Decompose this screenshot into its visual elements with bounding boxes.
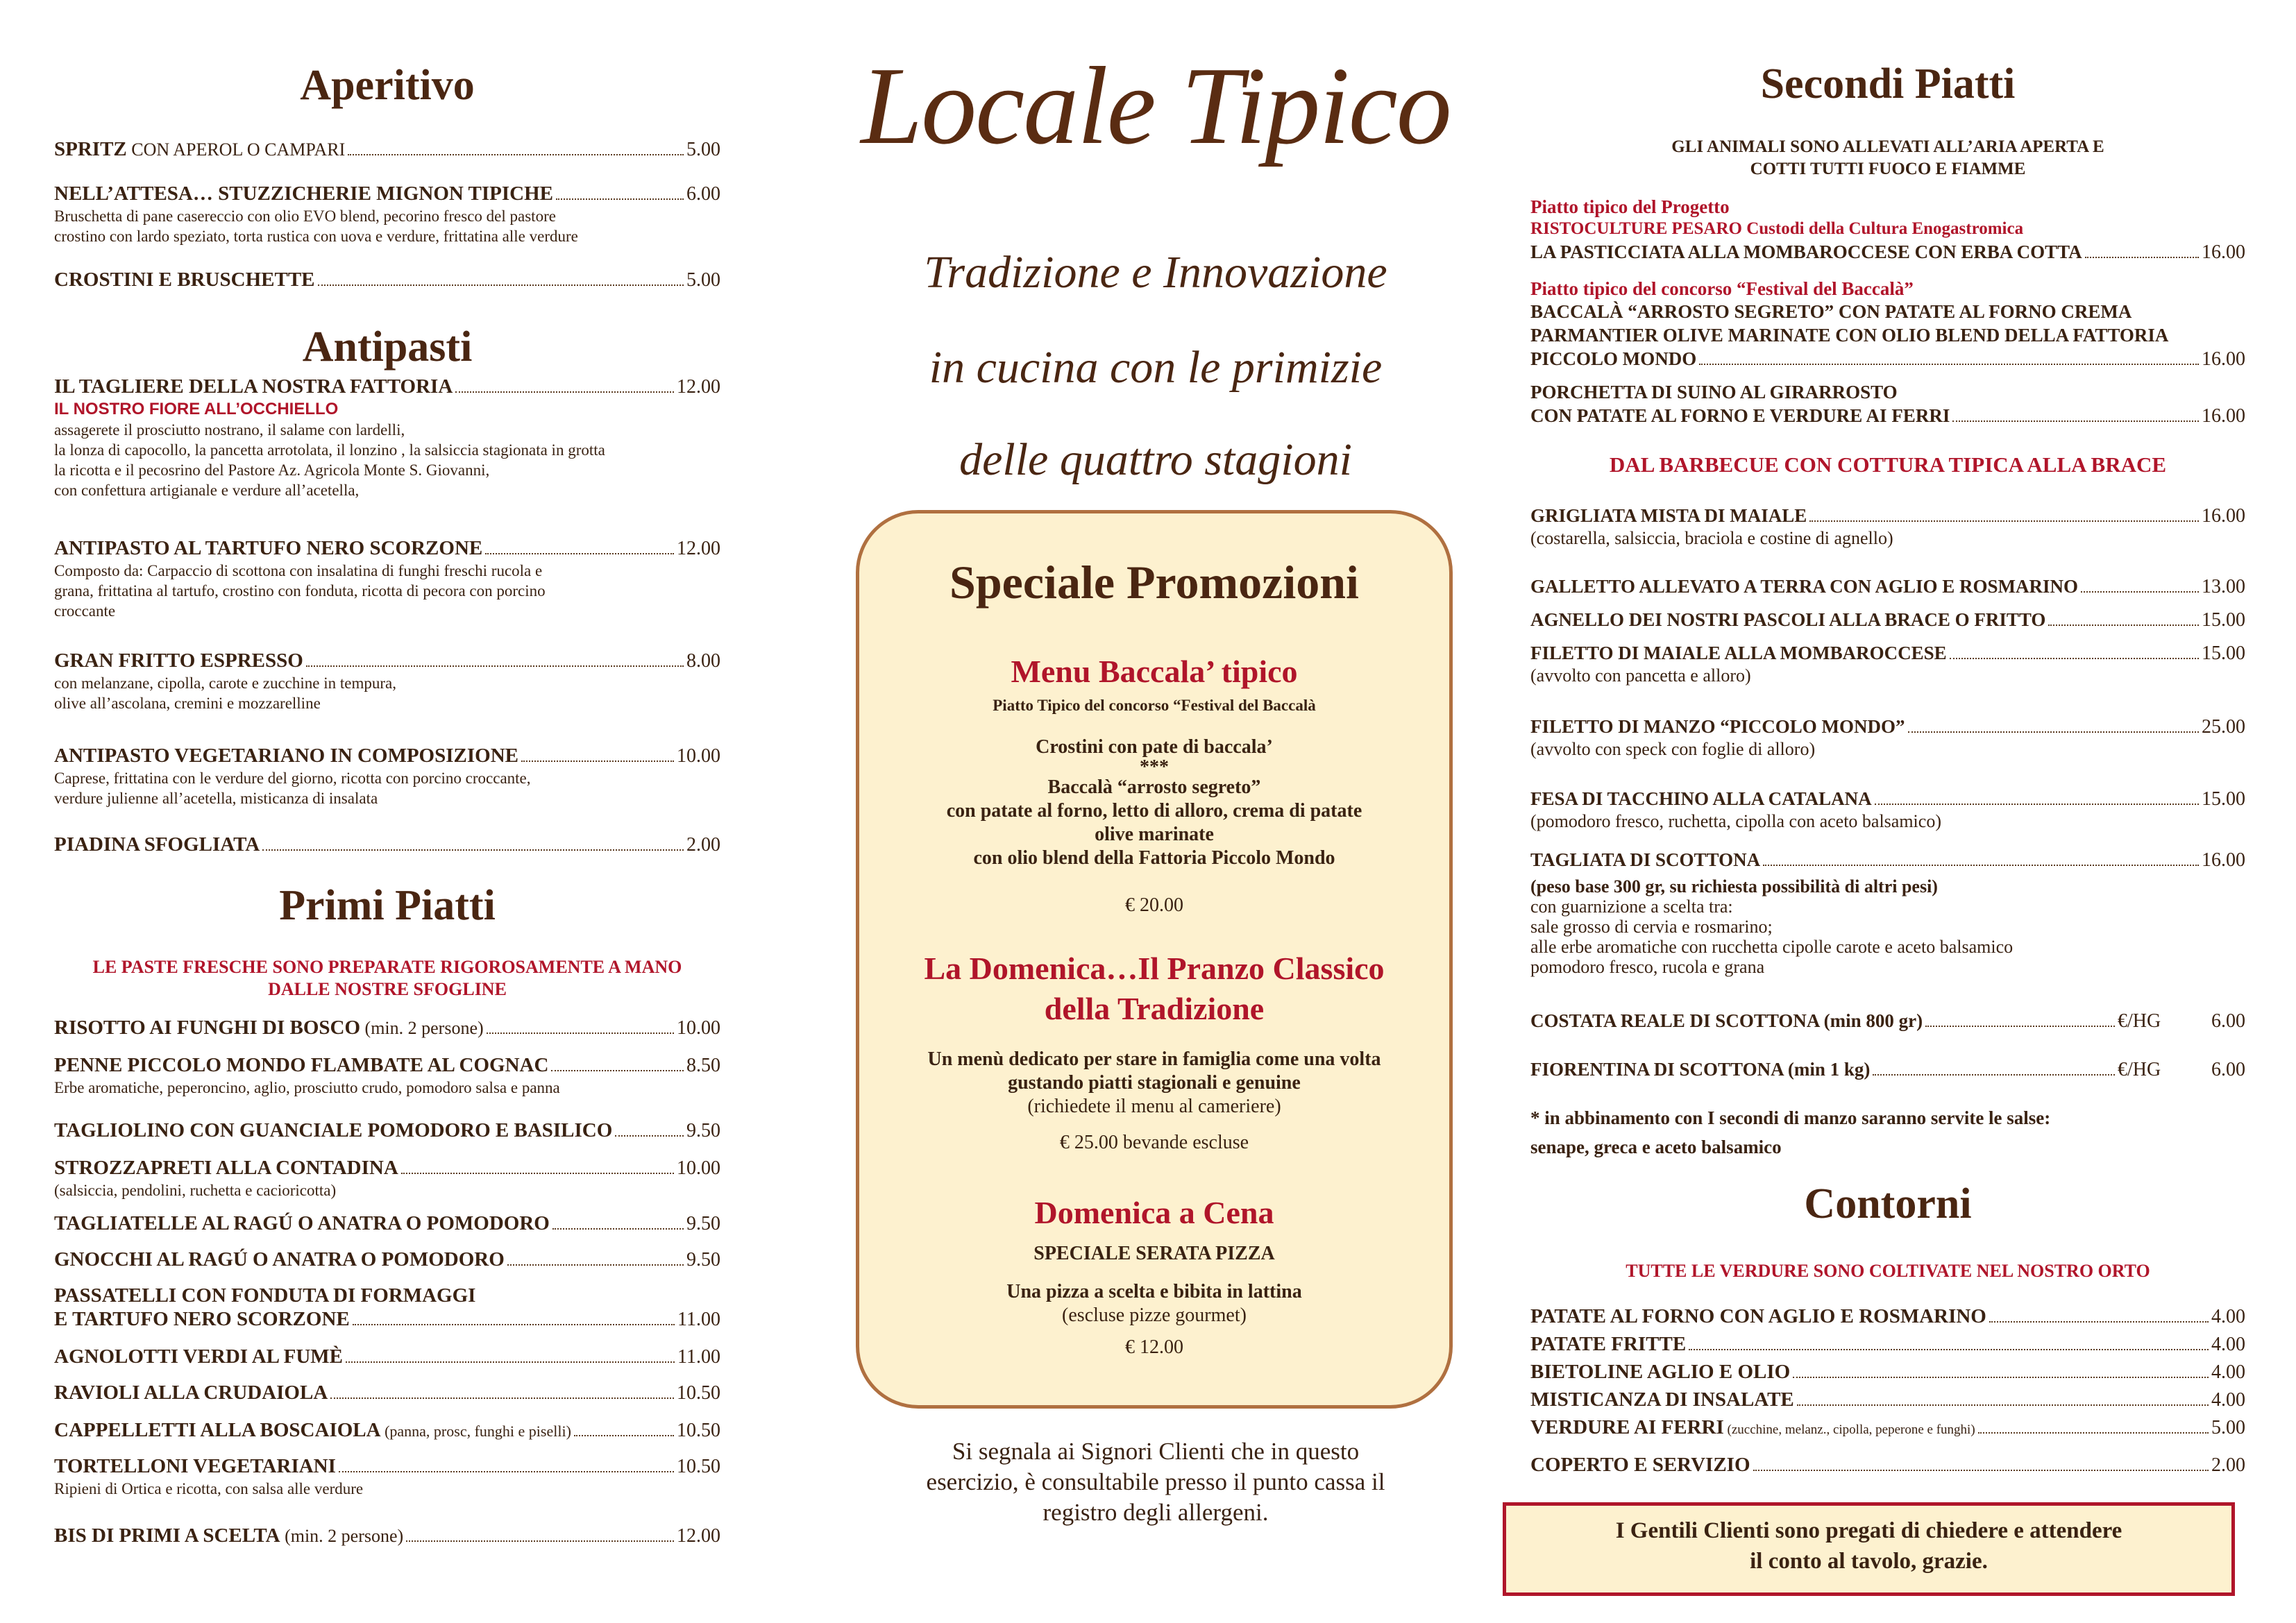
item-name: BACCALÀ “ARROSTO SEGRETO” CON PATATE AL FORNO CREMA (1530, 301, 2132, 322)
item-highlight: RISTOCULTURE PESARO Custodi della Cultura Enogastromica (1530, 219, 2024, 238)
menu-item (54, 1119, 720, 1143)
menu-item (54, 1345, 720, 1369)
item-price: 10.50 (677, 1456, 720, 1477)
item-name: PATATE AL FORNO CON AGLIO E ROSMARINO (1530, 1305, 1986, 1327)
item-name-note: (min. 2 persone) (360, 1018, 484, 1038)
dot-leader (521, 760, 674, 762)
dot-leader (1689, 1349, 2209, 1350)
item-name: COPERTO E SERVIZIO (1530, 1454, 1750, 1476)
promo-description (859, 1048, 1449, 1119)
item-price: 2.00 (686, 834, 720, 856)
menu-item (1530, 715, 2245, 759)
item-name: VERDURE AI FERRI (1530, 1416, 1724, 1438)
item-name: LA PASTICCIATA ALLA MOMBAROCCESE CON ERBA COTTA (1530, 241, 2082, 262)
item-price: 8.50 (686, 1055, 720, 1076)
item-name: CON PATATE AL FORNO E VERDURE AI FERRI (1530, 405, 1950, 426)
item-name: PICCOLO MONDO (1530, 348, 1697, 369)
dot-leader (330, 1397, 674, 1399)
item-note: (peso base 300 gr, su richiesta possibilità di altri pesi) (1530, 876, 1938, 897)
tagline: in cucina con le primizie (929, 342, 1383, 393)
menu-item (54, 182, 720, 246)
item-price: 16.00 (2202, 505, 2245, 527)
section-note (54, 956, 720, 1001)
item-name: FILETTO DI MANZO “PICCOLO MONDO” (1530, 716, 1905, 737)
section-note-line: COTTI TUTTI FUOCO E FIAMME (1750, 160, 2026, 178)
item-price: 12.00 (677, 1525, 720, 1547)
menu-item (1530, 1453, 2245, 1477)
item-price: 10.00 (677, 745, 720, 767)
menu-item (1530, 504, 2245, 548)
item-description: pomodoro fresco, rucola e grana (1530, 957, 1765, 977)
item-description: (avvolto con speck con foglie di alloro) (1530, 739, 1816, 759)
menu-item (1530, 380, 2245, 428)
item-description: la lonza di capocollo, la pancetta arrotolata, il lonzino , la salsiccia stagionata in grotta (54, 441, 605, 459)
item-name: RAVIOLI ALLA CRUDAIOLA (54, 1382, 328, 1404)
allergen-line: esercizio, è consultabile presso il punto cassa il (926, 1468, 1385, 1495)
item-description: (salsiccia, pendolini, ruchetta e cacioricotta) (54, 1182, 337, 1199)
promotions-box (856, 510, 1453, 1409)
payment-notice (1503, 1502, 2235, 1596)
promo-line: gustando piatti stagionali e genuine (1008, 1072, 1301, 1094)
dot-leader (1763, 865, 2199, 866)
item-description: alle erbe aromatiche con rucchetta cipolle carote e aceto balsamico (1530, 937, 2014, 957)
dot-leader (1925, 1026, 2115, 1027)
item-price: 5.00 (2211, 1417, 2245, 1438)
menu-item (1530, 1388, 2245, 1412)
promo-description (859, 1280, 1449, 1327)
item-description: Caprese, frittatina con le verdure del giorno, ricotta con porcino croccante, (54, 770, 531, 787)
dot-leader (348, 154, 684, 155)
tagline: Tradizione e Innovazione (924, 247, 1387, 298)
item-price: 15.00 (2202, 609, 2245, 631)
item-price: 12.00 (677, 538, 720, 559)
section-title-contorni: Contorni (1804, 1180, 1972, 1227)
item-price: 6.00 (686, 183, 720, 205)
item-name: TAGLIATA DI SCOTTONA (1530, 849, 1761, 870)
sauces-note (1530, 1103, 2245, 1162)
item-name: GALLETTO ALLEVATO A TERRA CON AGLIO E ROSMARINO (1530, 576, 2078, 597)
menu-item (1530, 1009, 2245, 1033)
item-price: 4.00 (2211, 1334, 2245, 1355)
item-name: ANTIPASTO AL TARTUFO NERO SCORZONE (54, 537, 483, 559)
item-price: 10.50 (677, 1382, 720, 1404)
item-price: 16.00 (2202, 405, 2245, 427)
dot-leader (1797, 1404, 2209, 1406)
dot-leader (551, 1070, 684, 1071)
item-price: 10.50 (677, 1420, 720, 1441)
dot-leader (2048, 624, 2199, 626)
menu-item (54, 375, 720, 500)
item-name: STROZZAPRETI ALLA CONTADINA (54, 1157, 398, 1179)
item-description: sale grosso di cervia e rosmarino; (1530, 917, 1773, 937)
menu-item (54, 1053, 720, 1098)
item-name-note: (min. 2 persone) (280, 1526, 404, 1546)
promo-price: € 20.00 (1125, 894, 1183, 916)
item-description: assagerete il prosciutto nostrano, il salame con lardelli, (54, 421, 405, 439)
item-price: 15.00 (2202, 788, 2245, 810)
menu-item (54, 268, 720, 292)
section-note: TUTTE LE VERDURE SONO COLTIVATE NEL NOSTRO ORTO (1626, 1261, 2150, 1281)
promo-subtitle: SPECIALE SERATA PIZZA (1033, 1243, 1275, 1264)
menu-item (1530, 1416, 2245, 1442)
item-description: crostino con lardo speziato, torta rustica con uova e verdure, frittatina alle verdure (54, 228, 578, 245)
dot-leader (1950, 658, 2199, 659)
item-price: 8.00 (686, 650, 720, 672)
item-price: 11.00 (677, 1309, 720, 1330)
menu-item (54, 137, 720, 162)
item-name-note: CON APEROL O CAMPARI (126, 139, 346, 160)
menu-item (1530, 575, 2245, 599)
dot-leader (1873, 1074, 2115, 1076)
notice-line: il conto al tavolo, grazie. (1750, 1549, 1988, 1574)
item-price: 16.00 (2202, 241, 2245, 263)
menu-item (54, 1418, 720, 1443)
menu-item (54, 536, 720, 621)
dot-leader (339, 1471, 674, 1472)
item-description: con melanzane, cipolla, carote e zucchine in tempura, (54, 674, 396, 692)
item-price: 4.00 (2211, 1306, 2245, 1327)
menu-item (1530, 787, 2245, 831)
item-description: verdure julienne all’acetella, misticanza di insalata (54, 790, 378, 807)
item-description: olive all’ascolana, cremini e mozzarelline (54, 695, 321, 712)
section-title-secondi: Secondi Piatti (1760, 60, 2016, 108)
dot-leader (507, 1264, 684, 1266)
item-description: con confettura artigianale e verdure all’acetella, (54, 482, 360, 499)
item-description: (avvolto con pancetta e alloro) (1530, 665, 1751, 686)
item-name: IL TAGLIERE DELLA NOSTRA FATTORIA (54, 375, 453, 398)
dot-leader (2081, 591, 2199, 593)
dot-leader (615, 1135, 684, 1137)
menu-item (1530, 608, 2245, 632)
item-price: 10.00 (677, 1157, 720, 1179)
menu-item (54, 1248, 720, 1272)
dot-leader (552, 1228, 684, 1230)
menu-item (54, 744, 720, 808)
promo-line: (escluse pizze gourmet) (1062, 1305, 1247, 1326)
menu-item (1530, 641, 2245, 686)
section-note-barbecue: DAL BARBECUE CON COTTURA TIPICA ALLA BRACE (1609, 452, 2167, 477)
promo-line: Crostini con pate di baccala’ (1036, 736, 1273, 758)
item-name-note: (zucchine, melanz., cipolla, peperone e funghi) (1723, 1422, 1975, 1437)
item-price: 16.00 (2202, 849, 2245, 871)
item-name: TORTELLONI VEGETARIANI (54, 1455, 336, 1477)
item-price: 16.00 (2202, 348, 2245, 370)
menu-item (54, 1156, 720, 1200)
item-name: FIORENTINA DI SCOTTONA (min 1 kg) (1530, 1059, 1871, 1080)
menu-item (54, 833, 720, 857)
menu-item (54, 1212, 720, 1236)
section-title-aperitivo: Aperitivo (300, 62, 475, 109)
section-note (1530, 136, 2245, 180)
promo-line: con olio blend della Fattoria Piccolo Mondo (973, 847, 1335, 869)
section-title-antipasti: Antipasti (302, 323, 473, 371)
item-price: 2.00 (2211, 1454, 2245, 1476)
item-name: CROSTINI E BRUSCHETTE (54, 269, 315, 291)
promo-line: Un menù dedicato per stare in famiglia come una volta (927, 1048, 1381, 1070)
allergen-notice (843, 1436, 1468, 1528)
restaurant-logo: Locale Tipico (861, 44, 1451, 167)
sauces-line: senape, greca e aceto balsamico (1530, 1137, 1782, 1157)
item-highlight: Piatto tipico del Progetto (1530, 196, 1730, 217)
section-note-line: GLI ANIMALI SONO ALLEVATI ALL’ARIA APERTA E (1671, 137, 2104, 156)
dot-leader (1908, 731, 2199, 733)
promo-line: *** (1140, 756, 1169, 778)
item-name: BIETOLINE AGLIO E OLIO (1530, 1361, 1791, 1383)
price-unit: €/HG (2118, 1059, 2161, 1080)
item-name: PORCHETTA DI SUINO AL GIRARROSTO (1530, 382, 1898, 402)
promo-heading: Domenica a Cena (1034, 1195, 1274, 1230)
item-name: NELL’ATTESA… STUZZICHERIE MIGNON TIPICHE (54, 182, 554, 205)
menu-item (1530, 196, 2245, 264)
item-price: 9.50 (686, 1249, 720, 1271)
dot-leader (1952, 420, 2199, 422)
item-name: SPRITZ (54, 138, 127, 160)
dot-leader (2085, 257, 2199, 258)
dot-leader (485, 553, 674, 554)
item-name: PARMANTIER OLIVE MARINATE CON OLIO BLEND DELLA FATTORIA (1530, 325, 2169, 346)
promo-line: Baccalà “arrosto segreto” (1047, 776, 1261, 798)
item-name: AGNELLO DEI NOSTRI PASCOLI ALLA BRACE O FRITTO (1530, 609, 2046, 630)
item-description: Bruschetta di pane casereccio con olio EVO blend, pecorino fresco del pastore (54, 207, 556, 225)
item-name: RISOTTO AI FUNGHI DI BOSCO (54, 1017, 361, 1039)
menu-item (1530, 1305, 2245, 1329)
item-name: E TARTUFO NERO SCORZONE (54, 1308, 350, 1330)
item-name: TAGLIOLINO CON GUANCIALE POMODORO E BASILICO (54, 1119, 613, 1141)
dot-leader (401, 1173, 674, 1174)
sauces-line: * in abbinamento con I secondi di manzo saranno servite le salse: (1530, 1107, 2051, 1128)
section-note-line: LE PASTE FRESCHE SONO PREPARATE RIGOROSAMENTE A MANO (92, 957, 682, 977)
item-name: GRAN FRITTO ESPRESSO (54, 649, 303, 672)
promo-line: con patate al forno, letto di alloro, crema di patate (946, 800, 1362, 822)
dot-leader (1875, 804, 2199, 805)
item-description: Composto da: Carpaccio di scottona con insalatina di funghi freschi rucola e (54, 562, 543, 579)
dot-leader (318, 284, 684, 286)
item-price: 13.00 (2202, 576, 2245, 597)
menu-item (1530, 1057, 2245, 1082)
section-note-line: DALLE NOSTRE SFOGLINE (268, 979, 507, 999)
item-description: la ricotta e il pecosrino del Pastore Az. Agricola Monte S. Giovanni, (54, 461, 490, 479)
item-price: 6.00 (2211, 1059, 2245, 1080)
price-unit: €/HG (2118, 1010, 2161, 1032)
dot-leader (346, 1361, 675, 1363)
promo-line: (richiedete il menu al cameriere) (1027, 1096, 1281, 1117)
item-description: Ripieni di Ortica e ricotta, con salsa alle verdure (54, 1480, 364, 1497)
item-description: grana, frittatina al tartufo, crostino con fonduta, ricotta di pecora con porcino (54, 582, 546, 600)
section-title-primi: Primi Piatti (279, 882, 496, 929)
dot-leader (1699, 364, 2199, 365)
item-price: 25.00 (2202, 716, 2245, 738)
dot-leader (1978, 1432, 2209, 1434)
menu-item (1530, 1332, 2245, 1357)
menu-item (54, 1381, 720, 1405)
item-price: 5.00 (686, 269, 720, 291)
item-price: 15.00 (2202, 643, 2245, 664)
dot-leader (306, 665, 684, 667)
menu-item (54, 1016, 720, 1040)
menu-item (54, 1284, 720, 1332)
item-name: ANTIPASTO VEGETARIANO IN COMPOSIZIONE (54, 745, 518, 767)
item-price: 11.00 (677, 1346, 720, 1368)
promo-heading: La Domenica…Il Pranzo Classico (924, 951, 1385, 986)
item-name: PASSATELLI CON FONDUTA DI FORMAGGI (54, 1284, 476, 1307)
item-name: FESA DI TACCHINO ALLA CATALANA (1530, 788, 1872, 809)
menu-item (1530, 848, 2245, 977)
dot-leader (1793, 1377, 2209, 1378)
dot-leader (1809, 520, 2199, 522)
item-name-note: (panna, prosc, funghi e piselli) (380, 1422, 571, 1440)
promo-line: olive marinate (1095, 824, 1214, 845)
dot-leader (1989, 1321, 2209, 1323)
dot-leader (455, 391, 674, 393)
item-price: 9.50 (686, 1213, 720, 1234)
menu-item (1530, 1360, 2245, 1384)
allergen-line: registro degli allergeni. (1043, 1499, 1269, 1526)
promo-heading: della Tradizione (1044, 991, 1265, 1026)
item-name: MISTICANZA DI INSALATE (1530, 1388, 1794, 1411)
promo-price: € 12.00 (1125, 1336, 1183, 1358)
item-price: 5.00 (686, 139, 720, 160)
item-price: 4.00 (2211, 1389, 2245, 1411)
item-description: (costarella, salsiccia, braciola e costine di agnello) (1530, 528, 1893, 548)
allergen-line: Si segnala ai Signori Clienti che in questo (952, 1438, 1360, 1465)
tagline: delle quattro stagioni (959, 434, 1352, 485)
item-description: (pomodoro fresco, ruchetta, cipolla con aceto balsamico) (1530, 811, 1941, 831)
dot-leader (1753, 1470, 2209, 1471)
item-name: GNOCCHI AL RAGÚ O ANATRA O POMODORO (54, 1248, 505, 1271)
item-name: CAPPELLETTI ALLA BOSCAIOLA (54, 1419, 381, 1441)
item-name: PATATE FRITTE (1530, 1333, 1687, 1355)
promo-price: € 25.00 bevande escluse (1059, 1132, 1249, 1153)
promo-heading: Menu Baccala’ tipico (1011, 654, 1298, 689)
menu-item (54, 1454, 720, 1499)
item-price: 6.00 (2211, 1010, 2245, 1032)
dot-leader (574, 1435, 674, 1436)
item-name: FILETTO DI MAIALE ALLA MOMBAROCCESE (1530, 643, 1947, 663)
promotions-title: Speciale Promozioni (949, 556, 1359, 609)
menu-item (1530, 278, 2245, 371)
promo-menu-lines (859, 736, 1449, 870)
promo-subtitle: Piatto Tipico del concorso “Festival del Baccalà (993, 697, 1316, 714)
dot-leader (556, 198, 684, 200)
item-name: TAGLIATELLE AL RAGÚ O ANATRA O POMODORO (54, 1212, 550, 1234)
item-highlight: IL NOSTRO FIORE ALL’OCCHIELLO (54, 400, 339, 418)
item-name: PIADINA SFOGLIATA (54, 833, 260, 856)
item-highlight: Piatto tipico del concorso “Festival del Baccalà” (1530, 278, 1914, 299)
notice-line: I Gentili Clienti sono pregati di chiedere e attendere (1615, 1518, 2122, 1543)
dot-leader (262, 849, 684, 851)
item-name: COSTATA REALE DI SCOTTONA (min 800 gr) (1530, 1010, 1923, 1031)
item-description: con guarnizione a scelta tra: (1530, 897, 1733, 917)
item-name: BIS DI PRIMI A SCELTA (54, 1524, 280, 1547)
menu-item (54, 1524, 720, 1548)
dot-leader (406, 1540, 674, 1542)
item-description: croccante (54, 602, 116, 620)
item-name: PENNE PICCOLO MONDO FLAMBATE AL COGNAC (54, 1054, 549, 1076)
item-description: Erbe aromatiche, peperoncino, aglio, prosciutto crudo, pomodoro salsa e panna (54, 1079, 560, 1096)
item-price: 9.50 (686, 1120, 720, 1141)
menu-item (54, 649, 720, 713)
dot-leader (487, 1033, 674, 1034)
item-name: AGNOLOTTI VERDI AL FUMÈ (54, 1345, 344, 1368)
dot-leader (353, 1324, 675, 1325)
item-price: 4.00 (2211, 1361, 2245, 1383)
item-name: GRIGLIATA MISTA DI MAIALE (1530, 505, 1807, 526)
item-price: 10.00 (677, 1017, 720, 1039)
promo-line: Una pizza a scelta e bibita in lattina (1006, 1281, 1302, 1302)
item-price: 12.00 (677, 376, 720, 398)
